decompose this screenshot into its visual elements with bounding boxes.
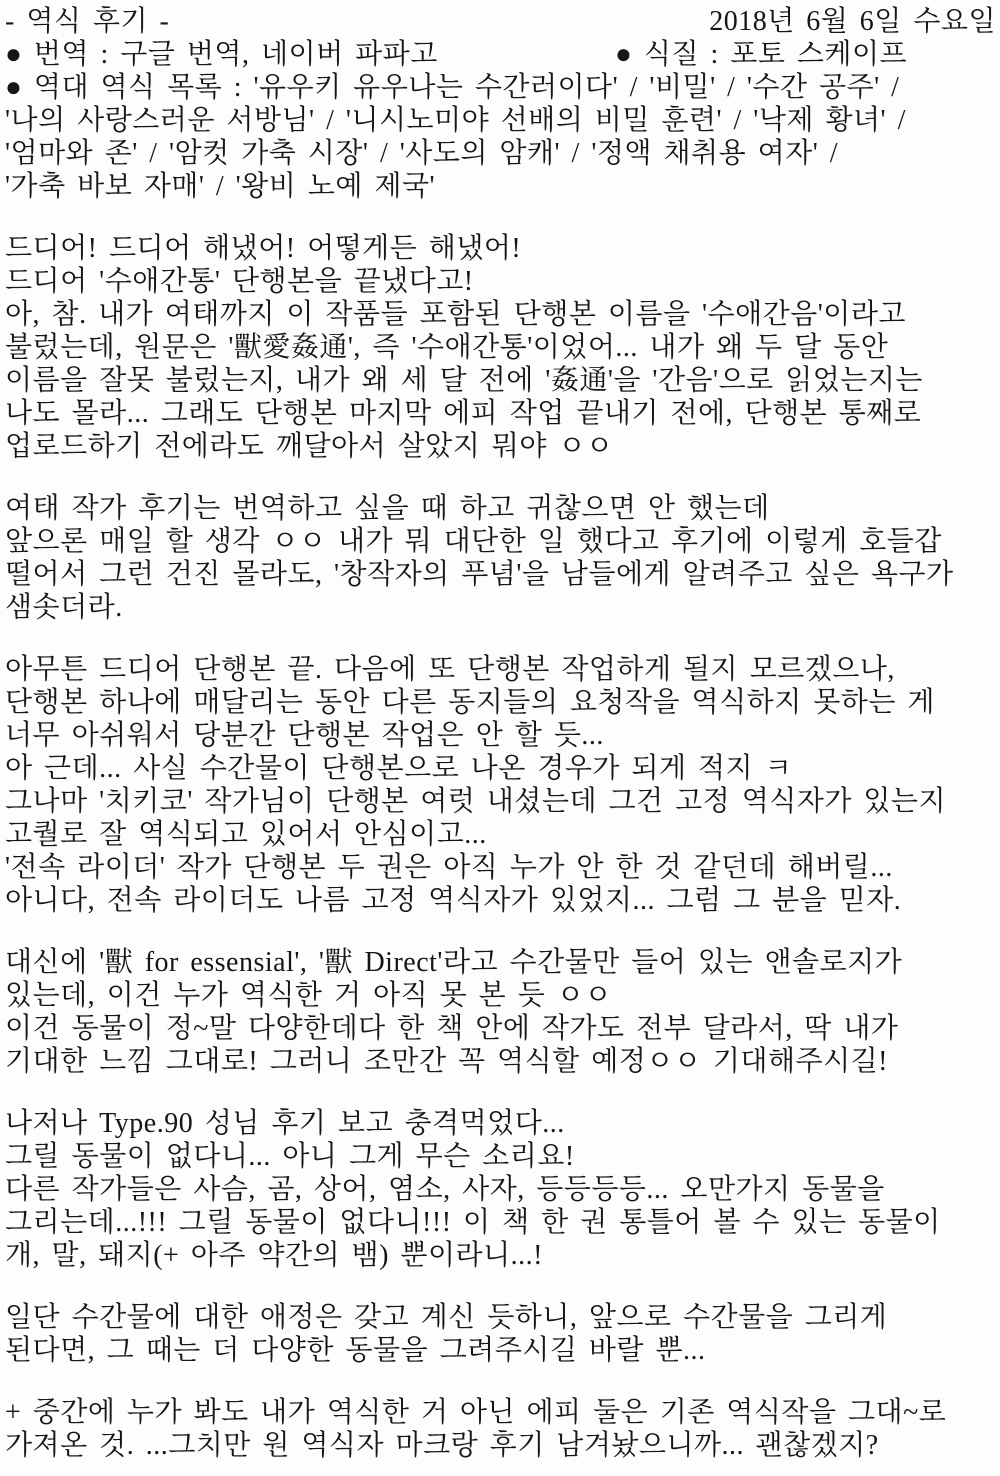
text-line: 이건 동물이 정~말 다양한데다 한 책 안에 작가도 전부 달라서, 딱 내가 — [5, 1013, 899, 1044]
paragraph-gap — [5, 1367, 996, 1396]
history-line: '엄마와 존' / '암컷 가축 시장' / '사도의 암캐' / '정액 채취용 여자' / — [5, 138, 839, 169]
text-line: 단행본 하나에 매달리는 동안 다른 동지들의 요청작을 역식하지 못하는 게 — [5, 687, 935, 718]
text-line: 업로드하기 전에라도 깨달아서 살았지 뭐야 ㅇㅇ — [5, 431, 614, 462]
history-line: '가축 바보 자매' / '왕비 노예 제국' — [5, 171, 436, 202]
paragraph-gap — [5, 1078, 996, 1107]
text-line: 너무 아쉬워서 당분간 단행본 작업은 안 할 듯... — [5, 720, 604, 751]
text-line: 아 근데... 사실 수간물이 단행본으로 나온 경우가 되게 적지 ㅋ — [5, 753, 793, 784]
typesetting-credit: ● 식질 : 포토 스케이프 — [615, 39, 908, 70]
text-line: 대신에 '獸 for essensial', '獸 Direct'라고 수간물만 들어 있는 앤솔로지가 — [5, 947, 903, 978]
text-line: 불렀는데, 원문은 '獸愛姦通', 즉 '수애간통'이었어... 내가 왜 두 달 동안 — [5, 332, 889, 363]
text-line: 개, 말, 돼지(+ 아주 약간의 뱀) 뿐이라니...! — [5, 1240, 543, 1271]
header-row — [5, 5, 996, 38]
text-line: 앞으론 매일 할 생각 ㅇㅇ 내가 뭐 대단한 일 했다고 후기에 이렇게 호들갑 — [5, 526, 942, 557]
text-line: 이름을 잘못 불렀는지, 내가 왜 세 달 전에 '姦通'을 '간음'으로 읽었는지는 — [5, 365, 923, 396]
text-line: 그리는데...!!! 그릴 동물이 없다니!!! 이 책 한 권 통틀어 볼 수 있는 동물이 — [5, 1207, 941, 1238]
text-line: 아무튼 드디어 단행본 끝. 다음에 또 단행본 작업하게 될지 모르겠으나, — [5, 654, 895, 685]
credits-row — [5, 38, 996, 71]
text-line: 기대한 느낌 그대로! 그러니 조만간 꼭 역식할 예정ㅇㅇ 기대해주시길! — [5, 1046, 888, 1077]
text-line: 다른 작가들은 사슴, 곰, 상어, 염소, 사자, 등등등등... 오만가지 동물을 — [5, 1174, 885, 1205]
text-line: 나도 몰라... 그래도 단행본 마지막 에피 작업 끝내기 전에, 단행본 통째로 — [5, 398, 922, 429]
text-line: 여태 작가 후기는 번역하고 싶을 때 하고 귀찮으면 안 했는데 — [5, 493, 770, 524]
history-line: ● 역대 역식 목록 : '유우키 유우나는 수간러이다' / '비밀' / '수간 공주' / — [5, 72, 900, 103]
text-line: 나저나 Type.90 성님 후기 보고 충격먹었다... — [5, 1108, 565, 1139]
history-line: '나의 사랑스러운 서방님' / '니시노미야 선배의 비밀 훈련' / '낙제 황녀' / — [5, 105, 906, 136]
text-line: 아니다, 전속 라이더도 나름 고정 역식자가 있었지... 그럼 그 분을 믿자. — [5, 885, 902, 916]
date-label: 2018년 6월 6일 수요일 — [709, 6, 996, 37]
text-line: 있는데, 이건 누가 역식한 거 아직 못 본 듯 ㅇㅇ — [5, 980, 612, 1011]
text-line: 드디어! 드디어 해냈어! 어떻게든 해냈어! — [5, 233, 522, 264]
paragraph-gap — [5, 463, 996, 492]
paragraph-gap — [5, 917, 996, 946]
text-line: 된다면, 그 때는 더 다양한 동물을 그려주시길 바랄 뿐... — [5, 1335, 706, 1366]
page-title: - 역식 후기 - — [5, 6, 170, 37]
text-line: 고퀄로 잘 역식되고 있어서 안심이고... — [5, 819, 487, 850]
text-line: '전속 라이더' 작가 단행본 두 권은 아직 누가 안 한 것 같던데 해버릴... — [5, 852, 893, 883]
paragraph-gap — [5, 624, 996, 653]
translation-credit: ● 번역 : 구글 번역, 네이버 파파고 — [5, 39, 438, 70]
paragraph-gap — [5, 1272, 996, 1301]
text-line: 일단 수간물에 대한 애정은 갖고 계신 듯하니, 앞으로 수간물을 그리게 — [5, 1302, 888, 1333]
text-line: + 중간에 누가 봐도 내가 역식한 거 아닌 에피 둘은 기존 역식작을 그대~로 — [5, 1397, 947, 1428]
text-line: 그나마 '치키코' 작가님이 단행본 여럿 내셨는데 그건 고정 역식자가 있는지 — [5, 786, 947, 817]
text-line: 가져온 것. ...그치만 원 역식자 마크랑 후기 남겨놨으니까... 괜찮겠지? — [5, 1430, 879, 1461]
text-line: 떨어서 그런 건진 몰라도, '창작자의 푸념'을 남들에게 알려주고 싶은 욕구가 — [5, 559, 954, 590]
text-line: 샘솟더라. — [5, 592, 123, 623]
paragraph-gap — [5, 203, 996, 232]
text-line: 드디어 '수애간통' 단행본을 끝냈다고! — [5, 266, 474, 297]
text-line: 아, 참. 내가 여태까지 이 작품들 포함된 단행본 이름을 '수애간음'이라고 — [5, 299, 906, 330]
text-line: 그릴 동물이 없다니... 아니 그게 무슨 소리요! — [5, 1141, 575, 1172]
